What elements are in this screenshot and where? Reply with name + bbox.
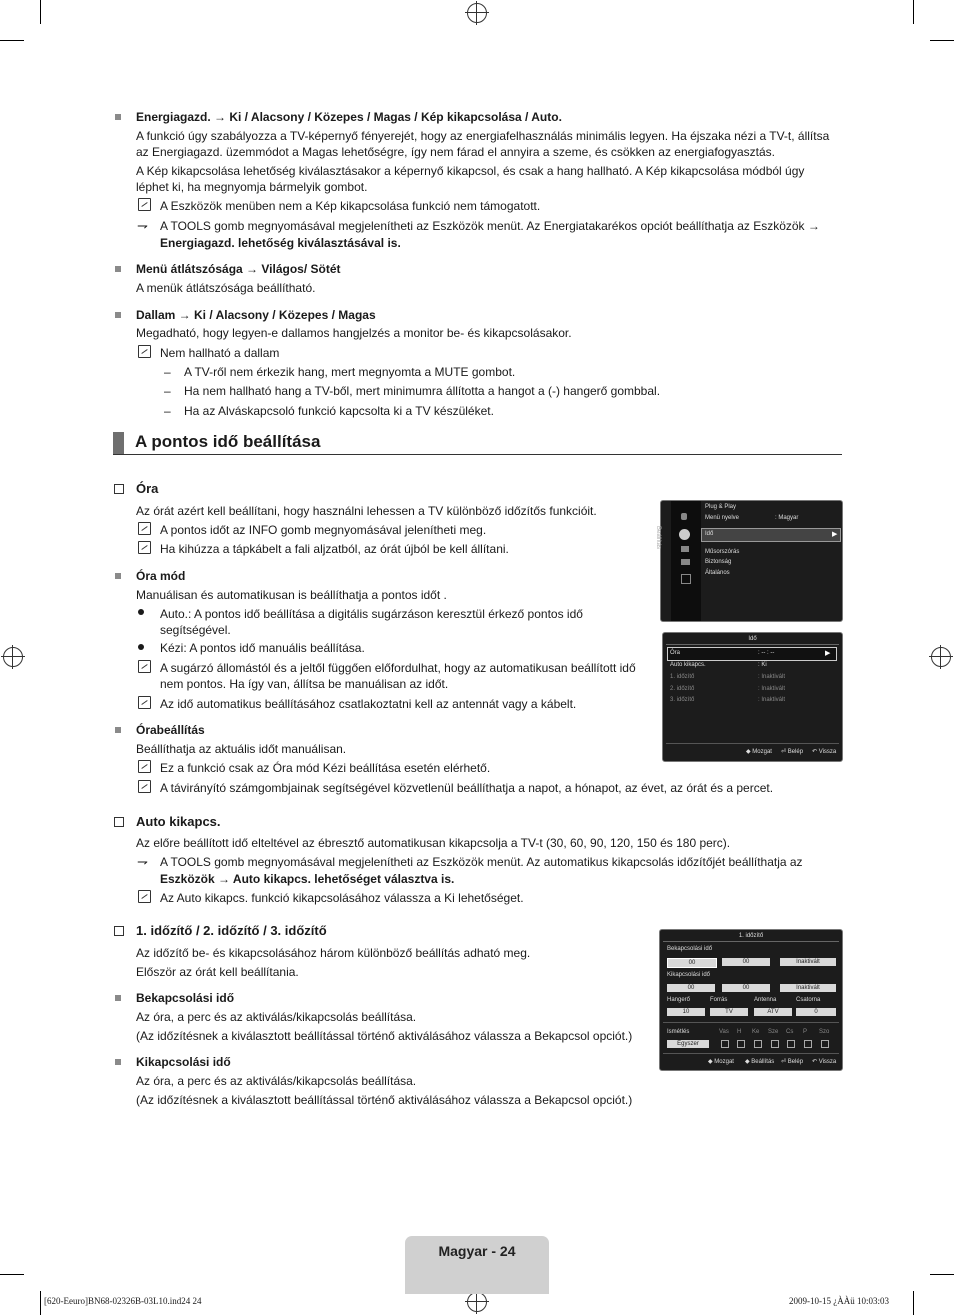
- crop-mark: [40, 0, 41, 24]
- osd-day-checkbox: [787, 1040, 795, 1048]
- osd-row-label: 1. időzítő: [670, 674, 695, 680]
- melody-desc: Megadható, hogy legyen-e dallamos hangjelzés a monitor be- és kikapcsolásakor.: [136, 326, 572, 340]
- osd-day-label: Cs: [786, 1029, 794, 1035]
- bullet-square-icon: [115, 573, 121, 579]
- osd-footer-enter: ⏎ Belép: [781, 1059, 804, 1065]
- osd-highlight: [667, 647, 837, 661]
- osd-day-label: Szo: [819, 1029, 830, 1035]
- osd-day-checkbox: [721, 1040, 729, 1048]
- melody-note: Nem hallható a dallam: [160, 346, 280, 360]
- osd-repeat-label: Ismétlés: [667, 1029, 690, 1035]
- on-time-heading: Bekapcsolási idő: [136, 991, 235, 1005]
- osd-menu-item-selected: Idő: [705, 531, 714, 537]
- osd-day-checkbox: [771, 1040, 779, 1048]
- page-number-label: Magyar - 24: [438, 1243, 516, 1259]
- checkbox-bullet-icon: [114, 817, 124, 827]
- osd-footer-return: ↶ Vissza: [812, 1059, 837, 1065]
- input-icon: [681, 559, 690, 565]
- osd-row-value: : Inaktivált: [758, 674, 786, 680]
- osd-column-label: Antenna: [754, 997, 777, 1003]
- crop-mark: [913, 1291, 914, 1315]
- osd-row-value: : -- : --: [758, 650, 775, 656]
- osd-day-label: P: [803, 1029, 808, 1035]
- energy-paragraph: A funkció úgy szabályozza a TV-képernyő fényerejét, hogy az energiafelhasználás minimális legyen. Ha éjszaka nézi a TV-t, állítsa: [136, 129, 830, 143]
- on-time-desc: (Az időzítésnek a kiválasztott beállítással történő aktiválásához válassza a Bekapcsol opciót.): [136, 1029, 633, 1043]
- clock-mode-auto: Auto.: A pontos idő beállítása a digitális sugárzáson keresztül érkező pontos idő: [160, 607, 583, 621]
- section-marker: [113, 432, 124, 454]
- osd-volume-field: 10: [667, 1008, 705, 1016]
- ora-note: A pontos időt az INFO gomb megnyomásával jelenítheti meg.: [160, 523, 487, 537]
- osd-off-activation-field: Inaktivált: [780, 984, 836, 992]
- section-title: A pontos idő beállítása: [135, 432, 321, 451]
- off-time-heading: Kikapcsolási idő: [136, 1055, 231, 1069]
- osd-footer-enter: ⏎ Belép: [781, 749, 804, 755]
- osd-footer-move: ◆ Mozgat: [708, 1059, 734, 1065]
- osd-row-label: Auto kikapcs.: [670, 662, 706, 668]
- osd-column-label: Csatorna: [796, 997, 821, 1003]
- clock-mode-note: nem pontos. Ha így van, állítsa be manuálisan az időt.: [160, 677, 449, 691]
- osd-day-checkbox: [737, 1040, 745, 1048]
- clock-mode-desc: Manuálisan és automatikusan is beállíthatja a pontos időt .: [136, 588, 447, 602]
- clock-mode-manual: Kézi: A pontos idő manuális beállítása.: [160, 641, 365, 655]
- melody-reason: Ha az Alváskapcsoló funkció kapcsolta ki a TV készüléket.: [184, 404, 494, 418]
- osd-off-minute-field: 00: [722, 984, 770, 992]
- auto-off-heading: Auto kikapcs.: [136, 814, 221, 829]
- energy-heading: Energiagazd. → Ki / Alacsony / Közepes / Magas / Kép kikapcsolása / Auto.: [136, 110, 562, 124]
- on-time-desc: Az óra, a perc és az aktiválás/kikapcsolás beállítása.: [136, 1010, 417, 1024]
- menu-transparency-desc: A menük átlátszósága beállítható.: [136, 281, 316, 295]
- osd-row-label: 2. időzítő: [670, 686, 695, 692]
- registration-mark-icon: [3, 647, 23, 667]
- timer-desc: Először az órát kell beállítania.: [136, 965, 299, 979]
- note-icon: [138, 890, 151, 903]
- osd-column-label: Hangerő: [667, 997, 691, 1003]
- osd-menu-item: Általános: [705, 570, 730, 576]
- osd-on-time-label: Bekapcsolási idő: [667, 946, 713, 952]
- registration-mark-icon: [467, 3, 487, 23]
- energy-tools-tip: A TOOLS gomb megnyomásával megjelenítheti az Eszközök menüt. Az Energiatakarékos opciót beállíthatja az Eszközök →: [160, 219, 820, 233]
- osd-divider: [663, 941, 839, 942]
- osd-footer-adjust: ◆ Beállítás: [745, 1059, 775, 1065]
- osd-settings-menu: [655, 500, 843, 622]
- osd-title: 1. időzítő: [738, 933, 764, 939]
- print-date-slug: 2009-10-15 ¿ÀÀü 10:03:03: [789, 1296, 889, 1306]
- checkbox-bullet-icon: [114, 484, 124, 494]
- crop-mark: [913, 0, 914, 24]
- picture-icon: [681, 513, 687, 520]
- osd-on-minute-field: 00: [722, 958, 770, 966]
- crop-mark: [0, 40, 24, 41]
- osd-source-field: TV: [710, 1008, 748, 1016]
- osd-divider: [666, 743, 839, 744]
- osd-day-label: Vas: [719, 1029, 729, 1035]
- melody-reason: Ha nem hallható hang a TV-ből, mert minimumra állította a hangot a (-) hangerő gombbal.: [184, 384, 661, 398]
- channel-icon: [681, 546, 689, 552]
- registration-mark-icon: [467, 1292, 487, 1312]
- arrow-right-icon: ▶: [825, 650, 831, 657]
- energy-paragraph: az Energiagazd. üzemmódot a Magas lehetőségre, így nem fárad el annyira a szeme, és csökken az energiafogyasztás.: [136, 145, 776, 159]
- osd-divider: [663, 1022, 839, 1023]
- clock-set-desc: Beállíthatja az aktuális időt manuálisan.: [136, 742, 347, 756]
- timer-desc: Az időzítő be- és kikapcsolásához három különböző beállítás adható meg.: [136, 946, 531, 960]
- osd-divider: [666, 644, 839, 645]
- note-icon: [138, 541, 151, 554]
- clock-mode-heading: Óra mód: [136, 569, 186, 583]
- clock-mode-note: A sugárzó állomástól és a jeltől függően előfordulhat, hogy az automatikusan beállított idő: [160, 661, 636, 675]
- energy-note: A Eszközök menüben nem a Kép kikapcsolása funkció nem támogatott.: [160, 199, 541, 213]
- clock-set-note: Ez a funkció csak az Óra mód Kézi beállítása esetén elérhető.: [160, 761, 491, 775]
- osd-off-hour-field: 00: [667, 984, 715, 992]
- bullet-dot-icon: [138, 609, 144, 615]
- crop-mark: [930, 1274, 954, 1275]
- note-icon: [138, 696, 151, 709]
- melody-reason: A TV-ről nem érkezik hang, mert megnyomta a MUTE gombot.: [184, 365, 516, 379]
- bullet-square-icon: [115, 727, 121, 733]
- osd-side-label: Beállítás: [655, 526, 661, 550]
- bullet-square-icon: [115, 995, 121, 1001]
- note-icon: [138, 780, 151, 793]
- dash-mark: –: [164, 384, 171, 398]
- osd-off-time-label: Kikapcsolási idő: [667, 972, 711, 978]
- osd-row-label: 3. időzítő: [670, 697, 695, 703]
- off-time-desc: Az óra, a perc és az aktiválás/kikapcsolás beállítása.: [136, 1074, 417, 1088]
- osd-row-label: Óra: [670, 650, 681, 656]
- section-divider: [113, 454, 842, 455]
- bullet-square-icon: [115, 266, 121, 272]
- clock-set-note: A távirányító számgombjainak segítségével közvetlenül beállíthatja a napot, a hónapot, az évet, az órát és a percet.: [160, 781, 774, 795]
- settings-gear-icon: [679, 529, 690, 540]
- osd-on-hour-field: 00: [667, 958, 717, 968]
- support-icon: [681, 574, 691, 584]
- tools-icon: ⇁: [137, 218, 148, 233]
- note-icon: [138, 760, 151, 773]
- osd-repeat-field: Egyszer: [667, 1040, 709, 1048]
- osd-channel-field: 0: [796, 1008, 836, 1016]
- note-icon: [138, 345, 151, 358]
- osd-on-activation-field: Inaktivált: [780, 958, 836, 966]
- auto-off-note: Az Auto kikapcs. funkció kikapcsolásához válassza a Ki lehetőséget.: [160, 891, 524, 905]
- print-file-slug: [620-Eeuro]BN68-02326B-03L10.ind24 24: [44, 1296, 202, 1306]
- crop-mark: [930, 40, 954, 41]
- energy-tools-tip: Energiagazd. lehetőség kiválasztásával is.: [160, 236, 401, 250]
- osd-day-label: Ke: [752, 1029, 760, 1035]
- ora-heading: Óra: [136, 481, 159, 496]
- crop-mark: [40, 1291, 41, 1315]
- energy-paragraph: léphet ki, ha megnyomja bármelyik gombot.: [136, 180, 368, 194]
- osd-row-value: : Inaktivált: [758, 686, 786, 692]
- ora-note: Ha kihúzza a tápkábelt a fali aljzatból, az órát újból be kell állítani.: [160, 542, 509, 556]
- melody-heading: Dallam → Ki / Alacsony / Közepes / Magas: [136, 308, 376, 322]
- osd-day-label: Sze: [768, 1029, 779, 1035]
- clock-mode-auto: segítségével.: [160, 623, 231, 637]
- osd-footer-move: ◆ Mozgat: [746, 749, 772, 755]
- osd-day-checkbox: [804, 1040, 812, 1048]
- osd-menu-item: Biztonság: [705, 559, 732, 565]
- bullet-dot-icon: [138, 644, 144, 650]
- page-tab: [405, 1236, 549, 1294]
- bullet-square-icon: [115, 114, 121, 120]
- menu-transparency-heading: Menü átlátszósága → Világos/ Sötét: [136, 262, 341, 276]
- tools-icon: ⇁: [137, 854, 148, 869]
- osd-day-checkbox: [821, 1040, 829, 1048]
- crop-mark: [0, 1274, 24, 1275]
- osd-column-label: Forrás: [710, 997, 728, 1003]
- osd-timer-menu: [659, 929, 843, 1071]
- energy-paragraph: A Kép kikapcsolása lehetőség kiválasztásakor a képernyő kikapcsol, és csak a hang hallható. A Kép kikapcsolása módból úgy: [136, 164, 805, 178]
- note-icon: [138, 198, 151, 211]
- osd-footer-return: ↶ Vissza: [812, 749, 837, 755]
- checkbox-bullet-icon: [114, 926, 124, 936]
- note-icon: [138, 660, 151, 673]
- osd-time-menu: [662, 632, 843, 762]
- osd-row-value: : Inaktivált: [758, 697, 786, 703]
- auto-off-tools-tip: A TOOLS gomb megnyomásával megjelenítheti az Eszközök menüt. Az automatikus kikapcsolás időzítőjét beállíthatja az: [160, 855, 803, 869]
- osd-day-label: H: [737, 1029, 742, 1035]
- note-icon: [138, 522, 151, 535]
- bullet-square-icon: [115, 1059, 121, 1065]
- osd-row-value: : Ki: [758, 662, 767, 668]
- osd-antenna-field: ATV: [754, 1008, 792, 1016]
- registration-mark-icon: [931, 647, 951, 667]
- osd-menu-item: Menü nyelve: [705, 515, 740, 521]
- off-time-desc: (Az időzítésnek a kiválasztott beállítással történő aktiválásához válassza a Bekapcsol opciót.): [136, 1093, 633, 1107]
- osd-menu-item: Műsorszórás: [705, 549, 740, 555]
- osd-highlight: [701, 528, 841, 542]
- dash-mark: –: [164, 404, 171, 418]
- osd-menu-value: : Magyar: [775, 515, 799, 521]
- dash-mark: –: [164, 365, 171, 379]
- timer-heading: 1. időzítő / 2. időzítő / 3. időzítő: [136, 923, 327, 938]
- osd-title: Idő: [748, 636, 757, 642]
- clock-mode-note: Az idő automatikus beállításához csatlakoztatni kell az antennát vagy a kábelt.: [160, 697, 577, 711]
- osd-divider: [663, 1053, 839, 1054]
- osd-menu-item: Plug & Play: [705, 504, 737, 510]
- bullet-square-icon: [115, 312, 121, 318]
- ora-desc: Az órát azért kell beállítani, hogy használni lehessen a TV különböző időzítős funkcióit.: [136, 504, 597, 518]
- clock-set-heading: Órabeállítás: [136, 723, 205, 737]
- arrow-right-icon: ▶: [832, 531, 838, 538]
- auto-off-tools-tip: Eszközök → Auto kikapcs. lehetőséget választva is.: [160, 872, 455, 886]
- auto-off-desc: Az előre beállított idő elteltével az ébresztő automatikusan kikapcsolja a TV-t (30, 60, 90, 120, 150 és 180 perc).: [136, 836, 731, 850]
- osd-day-checkbox: [754, 1040, 762, 1048]
